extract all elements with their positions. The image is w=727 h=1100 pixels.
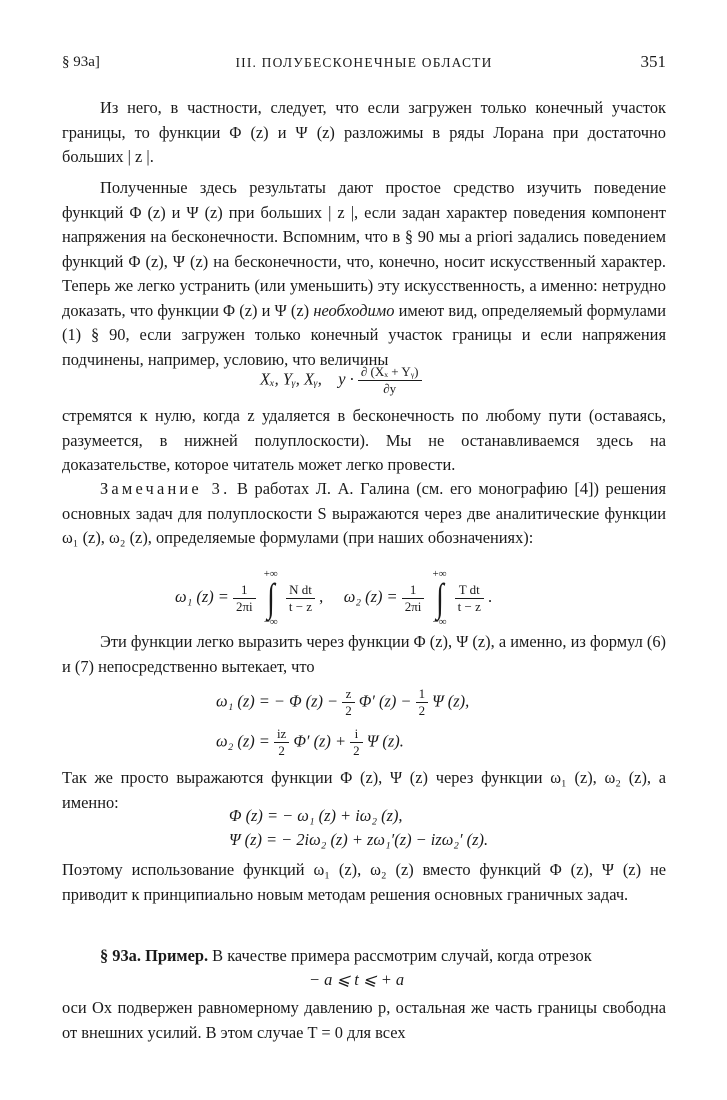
- fraction-denominator: 2: [345, 703, 352, 718]
- fraction-numerator: z: [342, 686, 355, 703]
- remark-text: В работах Л. А. Галина (см. его монографию [4]) решения основных задач для полуплоскости S выражаются через две аналитические функции ω₁ (z), ω₂ (z), определяемые формулами (при наших обозначениях):: [62, 479, 666, 547]
- formula-period: .: [487, 586, 493, 606]
- paragraph-conclusion: Поэтому использование функций ω₁ (z), ω₂ (z) вместо функций Φ (z), Ψ (z) не приводит к принципиально новым методам решения основных граничных задач.: [62, 860, 666, 904]
- page-number: 351: [640, 52, 666, 71]
- formula-derivative-fraction: [358, 364, 422, 397]
- derivative-numerator: ∂ (Xₓ + Yᵧ): [358, 364, 422, 381]
- coef-denominator: 2πi: [235, 598, 253, 614]
- omega1-middle: Φ′ (z) −: [358, 691, 412, 711]
- formula-phi-text: Φ (z) = − ω₁ (z) + iω₂ (z),: [229, 806, 403, 825]
- i-over-2: [350, 726, 363, 759]
- fraction-numerator: iz: [274, 726, 289, 743]
- omega2-end: Ψ (z).: [366, 731, 404, 751]
- emphasis-necessary: необходимо: [313, 300, 395, 320]
- formula-stress-quantities: [260, 364, 422, 397]
- formula-interval: [309, 970, 404, 990]
- omega1-coefficient: [233, 582, 256, 615]
- integral-lower-limit: −∞: [263, 616, 278, 628]
- paragraph-section-93a: [62, 944, 666, 969]
- paragraph-laurent: Из него, в частности, следует, что если загружен только конечный участок границы, то функции Φ (z) и Ψ (z) разложимы в ряды Лорана при достаточно больших | z |.: [62, 98, 666, 166]
- coef-denominator: 2πi: [404, 598, 422, 614]
- coef-numerator: 1: [402, 582, 425, 599]
- section-intro-text: В качестве примера рассмотрим случай, когда отрезок: [208, 946, 592, 965]
- omega1-end: Ψ (z),: [432, 691, 470, 711]
- paragraph-behavior-text: Полученные здесь результаты дают простое средство изучить поведение функций Φ (z) и Ψ (z) при больших | z |, если задан характер поведения компонент напряжения на бесконечности. Вспомним, что в § 90 мы a priori задались поведением функций Φ (z), Ψ (z) на бесконечности, что, конечно, носит искусственный характер. Теперь же легко устранить (или уменьшить) эту искусственность, а именно: нетрудно доказать, что функции Φ (z) и Ψ (z): [62, 178, 666, 320]
- iz-over-2: [274, 726, 289, 759]
- fraction-denominator: 2: [353, 743, 360, 758]
- section-number: § 93а.: [100, 946, 141, 965]
- paragraph-behavior-text-end: имеют вид, определяемый формулами (1) § 90, если загружен только конечный участок границы и если напряжения подчинены, например, условию, что величины: [62, 300, 666, 369]
- paragraph-uniform-pressure: оси Ox подвержен равномерному давлению p, остальная же часть границы свободна от внешних усилий. В этом случае T = 0 для всех: [62, 998, 666, 1042]
- omega1-lhs: ω₁ (z) =: [175, 586, 229, 606]
- integral-upper-limit: +∞: [432, 568, 447, 580]
- formula-galin-functions: [175, 568, 492, 628]
- coef-numerator: 1: [233, 582, 256, 599]
- integrand-numerator-t: T dt: [455, 582, 484, 599]
- formula-y-factor: y ·: [338, 369, 354, 389]
- omega2-lhs: ω₂ (z) =: [343, 586, 398, 606]
- formula-omega1: [216, 686, 469, 719]
- formula-phi: [229, 806, 403, 826]
- integrand-numerator-n: N dt: [286, 582, 315, 599]
- integral-lower-limit: −∞: [432, 616, 447, 628]
- integral-omega1: +∞ ∫ −∞: [263, 568, 278, 628]
- running-header: [62, 54, 666, 76]
- integral-upper-limit: +∞: [263, 568, 278, 580]
- formula-interval-text: − a ⩽ t ⩽ + a: [309, 970, 405, 989]
- header-section: § 93а]: [62, 54, 100, 70]
- paragraph-tends-to-zero: стремятся к нулю, когда z удаляется в бесконечность по любому пути (оставаясь, разумеется, в нижней полуплоскости). Мы не останавливаемся здесь на доказательстве, которое читатель может легко провести.: [62, 406, 666, 474]
- paragraph-inverse: Так же просто выражаются функции Φ (z), Ψ (z) через функции ω₁ (z), ω₂ (z), а именно:: [62, 768, 666, 812]
- integrand-denominator: t − z: [288, 598, 313, 614]
- section-title: Пример.: [145, 946, 209, 965]
- fraction-numerator: 1: [416, 686, 429, 703]
- formula-psi: [229, 830, 488, 850]
- z-over-2: [342, 686, 355, 719]
- integral-omega2: +∞ ∫ −∞: [432, 568, 447, 628]
- omega2-middle: Φ′ (z) +: [293, 731, 347, 751]
- omega2-coefficient: [402, 582, 425, 615]
- formula-comma: ,: [319, 586, 324, 606]
- header-chapter-title: III. ПОЛУБЕСКОНЕЧНЫЕ ОБЛАСТИ: [235, 55, 493, 70]
- fraction-denominator: 2: [278, 743, 285, 758]
- formula-omega2: [216, 726, 404, 759]
- one-over-2: [416, 686, 429, 719]
- omega1-integrand: [286, 582, 315, 615]
- paragraph-remark-3: [62, 477, 666, 551]
- formula-stress-components: Xₓ, Yᵧ, Xᵧ,: [260, 369, 322, 389]
- derivative-denominator: ∂y: [383, 381, 397, 396]
- fraction-denominator: 2: [418, 703, 426, 718]
- omega2-start: ω₂ (z) =: [216, 731, 270, 751]
- omega1-start: ω₁ (z) = − Φ (z) −: [216, 691, 339, 711]
- integrand-denominator: t − z: [457, 598, 481, 614]
- paragraph-express: Эти функции легко выразить через функции Φ (z), Ψ (z), а именно, из формул (6) и (7) непосредственно вытекает, что: [62, 632, 666, 676]
- paragraph-behavior: [62, 176, 666, 372]
- fraction-numerator: i: [350, 726, 363, 743]
- omega2-integrand: [455, 582, 484, 615]
- remark-label: Замечание 3.: [100, 479, 231, 498]
- formula-psi-text: Ψ (z) = − 2iω₂ (z) + zω₁′(z) − izω₂′ (z).: [229, 830, 489, 849]
